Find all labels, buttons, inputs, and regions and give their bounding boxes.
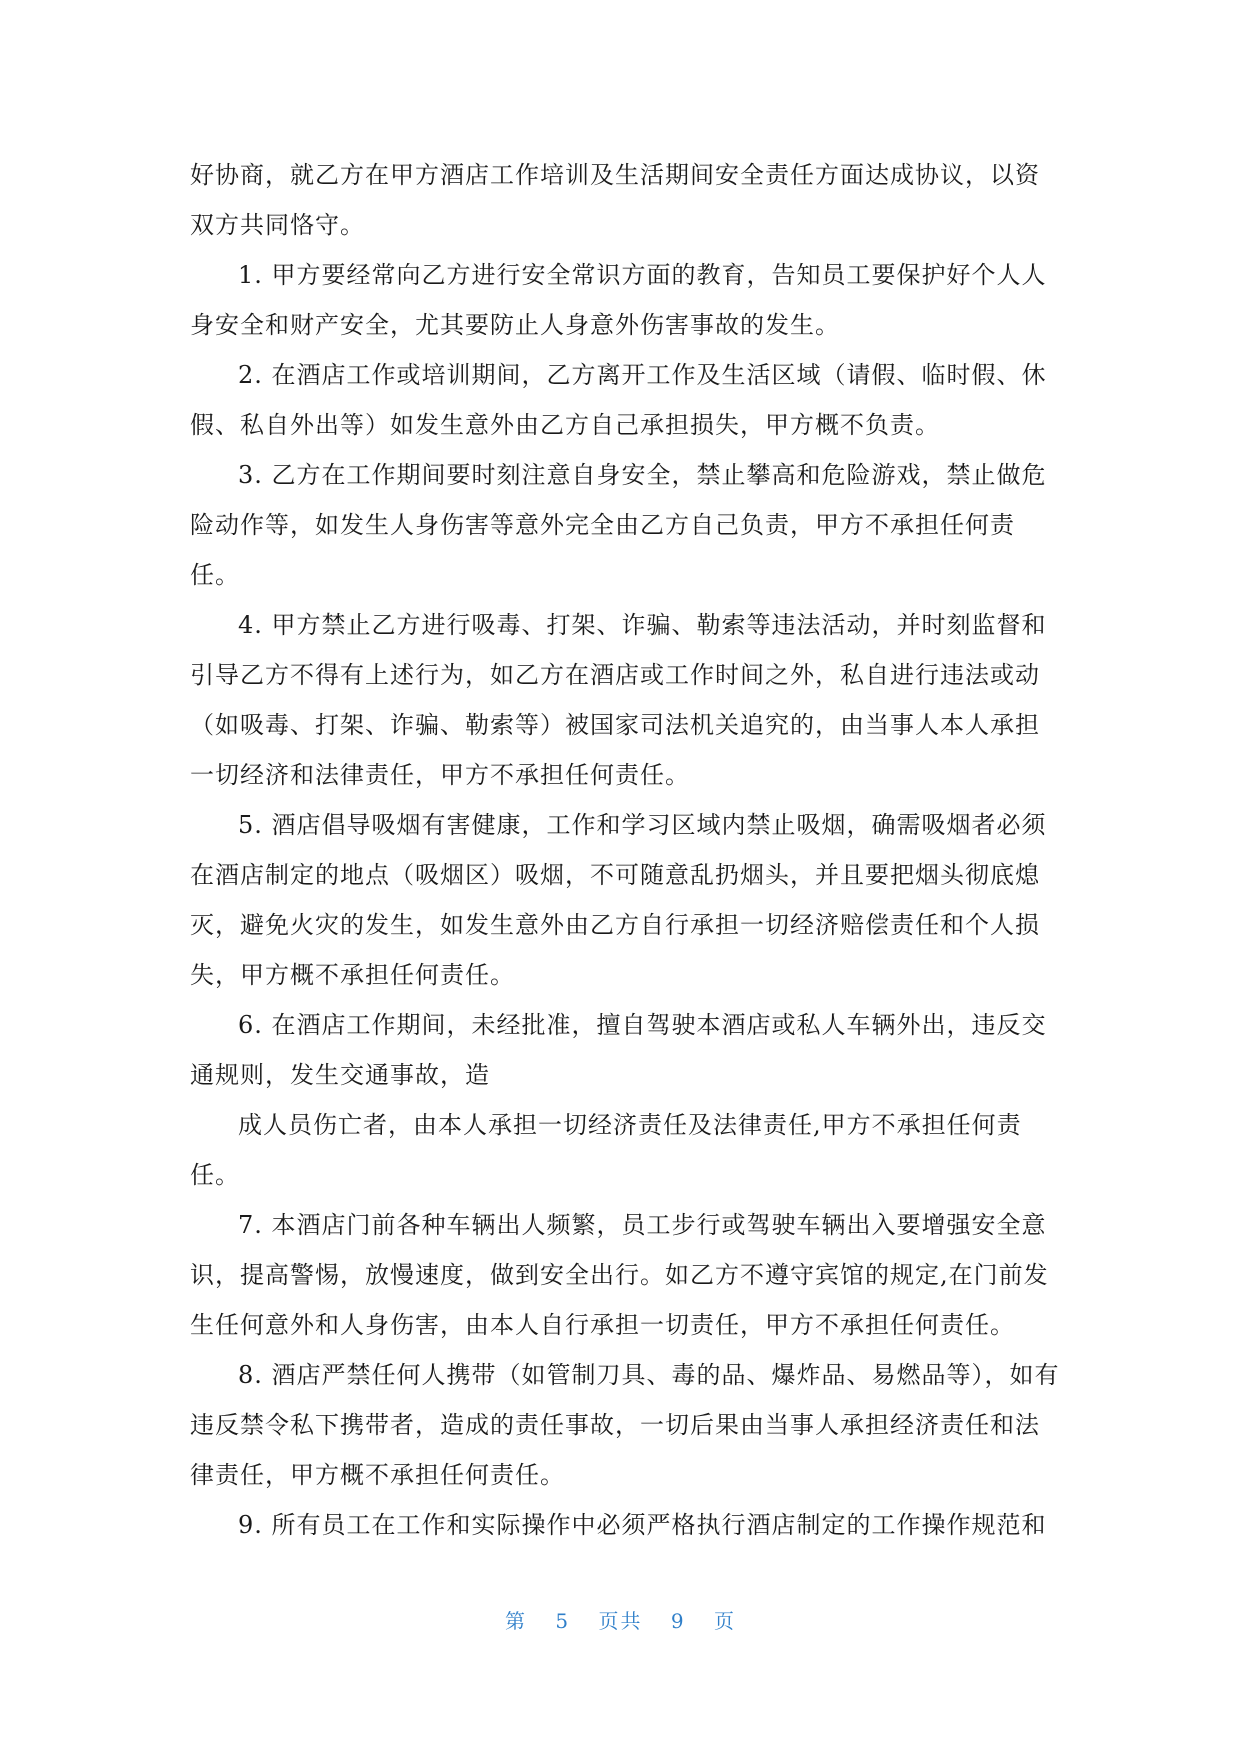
clause-5-line: 灭，避免火灾的发生，如发生意外由乙方自行承担一切经济赔偿责任和个人损 bbox=[190, 911, 1040, 939]
clause-4-line: 4. 甲方禁止乙方进行吸毒、打架、诈骗、勒索等违法活动，并时刻监督和 bbox=[238, 611, 1047, 639]
clause-8-line: 8. 酒店严禁任何人携带（如管制刀具、毒的品、爆炸品、易燃品等），如有 bbox=[238, 1361, 1060, 1389]
document-body bbox=[190, 150, 1060, 1550]
clause-1-line: 身安全和财产安全，尤其要防止人身意外伤害事故的发生。 bbox=[190, 311, 840, 339]
body-line: 双方共同恪守。 bbox=[190, 211, 365, 239]
clause-2-line: 2. 在酒店工作或培训期间，乙方离开工作及生活区域（请假、临时假、休 bbox=[238, 361, 1047, 389]
total-pages-number: 9 bbox=[670, 1609, 686, 1633]
clause-4-line: （如吸毒、打架、诈骗、勒索等）被国家司法机关追究的，由当事人本人承担 bbox=[190, 711, 1040, 739]
clause-2-line: 假、私自外出等）如发生意外由乙方自己承担损失，甲方概不负责。 bbox=[190, 411, 940, 439]
page-label-middle: 页共 bbox=[598, 1609, 643, 1633]
clause-8-line: 违反禁令私下携带者，造成的责任事故，一切后果由当事人承担经济责任和法 bbox=[190, 1411, 1040, 1439]
clause-7-line: 7. 本酒店门前各种车辆出人频繁，员工步行或驾驶车辆出入要增强安全意 bbox=[238, 1211, 1047, 1239]
page-label-prefix: 第 bbox=[505, 1609, 528, 1633]
clause-9-line: 9. 所有员工在工作和实际操作中必须严格执行酒店制定的工作操作规范和 bbox=[238, 1511, 1047, 1539]
clause-3-line: 任。 bbox=[190, 561, 240, 589]
clause-5-line: 5. 酒店倡导吸烟有害健康，工作和学习区域内禁止吸烟，确需吸烟者必须 bbox=[238, 811, 1047, 839]
clause-4-line: 引导乙方不得有上述行为，如乙方在酒店或工作时间之外，私自进行违法或动 bbox=[190, 661, 1040, 689]
clause-1-line: 1. 甲方要经常向乙方进行安全常识方面的教育，告知员工要保护好个人人 bbox=[238, 261, 1047, 289]
clause-5-line: 在酒店制定的地点（吸烟区）吸烟，不可随意乱扔烟头，并且要把烟头彻底熄 bbox=[190, 861, 1040, 889]
clause-5-line: 失，甲方概不承担任何责任。 bbox=[190, 961, 515, 989]
clause-8-line: 律责任，甲方概不承担任何责任。 bbox=[190, 1461, 565, 1489]
page-footer bbox=[0, 1605, 1241, 1634]
current-page-number: 5 bbox=[555, 1609, 571, 1633]
body-line: 好协商，就乙方在甲方酒店工作培训及生活期间安全责任方面达成协议，以资 bbox=[190, 161, 1040, 189]
clause-6-line: 任。 bbox=[190, 1161, 240, 1189]
clause-6-line: 成人员伤亡者，由本人承担一切经济责任及法律责任,甲方不承担任何责 bbox=[238, 1111, 1022, 1139]
clause-6-line: 6. 在酒店工作期间，未经批准，擅自驾驶本酒店或私人车辆外出，违反交 bbox=[238, 1011, 1047, 1039]
clause-7-line: 生任何意外和人身伤害，由本人自行承担一切责任，甲方不承担任何责任。 bbox=[190, 1311, 1015, 1339]
clause-3-line: 险动作等，如发生人身伤害等意外完全由乙方自己负责，甲方不承担任何责 bbox=[190, 511, 1015, 539]
clause-7-line: 识，提高警惕，放慢速度，做到安全出行。如乙方不遵守宾馆的规定,在门前发 bbox=[190, 1261, 1049, 1289]
page-label-suffix: 页 bbox=[713, 1609, 736, 1633]
clause-4-line: 一切经济和法律责任，甲方不承担任何责任。 bbox=[190, 761, 690, 789]
clause-6-line: 通规则，发生交通事故，造 bbox=[190, 1061, 490, 1089]
clause-3-line: 3. 乙方在工作期间要时刻注意自身安全，禁止攀高和危险游戏，禁止做危 bbox=[238, 461, 1047, 489]
